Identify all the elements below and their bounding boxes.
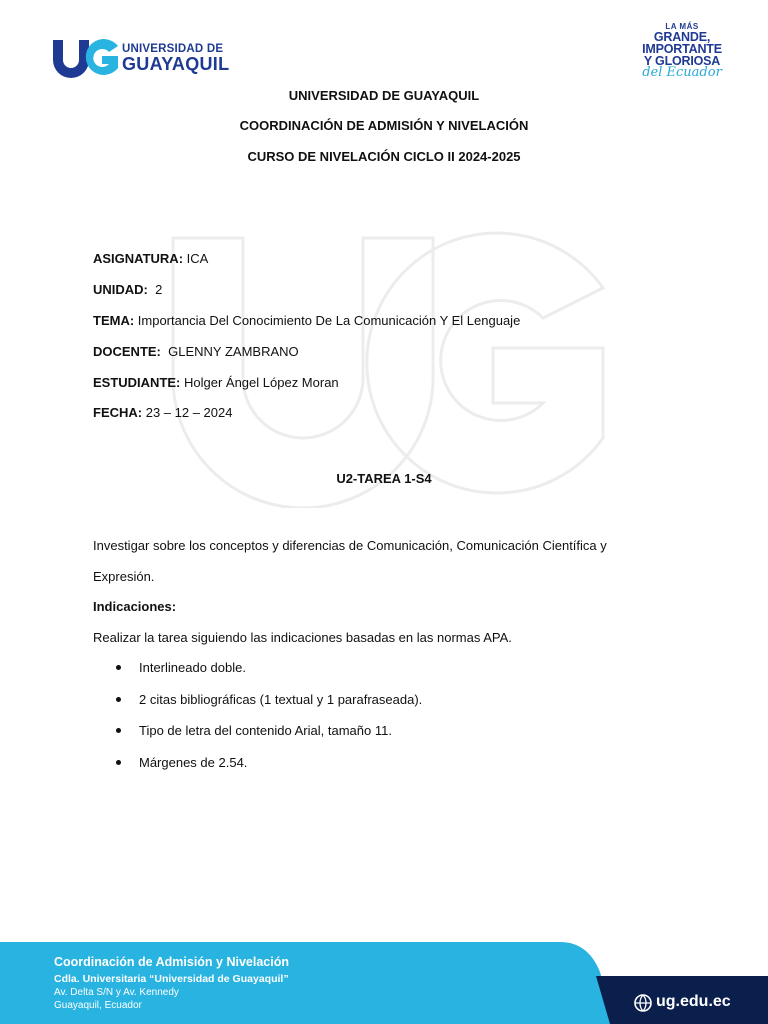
asignatura-value: ICA (183, 251, 209, 266)
info-asignatura (93, 251, 208, 266)
slogan-script: del Ecuador (642, 65, 722, 80)
list-item-text: Márgenes de 2.54. (139, 754, 248, 770)
list-item (93, 692, 653, 724)
ug-logo-icon (50, 36, 120, 80)
footer-website-link[interactable]: ug.edu.ec (656, 993, 731, 1010)
list-item-text: Interlineado doble. (139, 660, 246, 675)
requirements-list (93, 660, 653, 786)
slogan-small: LA MÁS (665, 22, 699, 31)
list-item (93, 660, 653, 692)
bullet-icon (116, 697, 121, 702)
footer-address: Av. Delta S/N y Av. Kennedy (54, 987, 179, 998)
list-item-text: Tipo de letra del contenido Arial, tamaño 11. (139, 723, 392, 738)
footer-banner (0, 942, 768, 1024)
docente-label: DOCENTE: (93, 344, 161, 359)
asignatura-label: ASIGNATURA: (93, 251, 184, 266)
logo-city-text: GUAYAQUIL (122, 54, 230, 74)
list-item (93, 723, 653, 755)
title-university: UNIVERSIDAD DE GUAYAQUIL (288, 88, 480, 103)
slogan-line1: GRANDE, (653, 30, 711, 44)
footer-campus: Cdla. Universitaria “Universidad de Guayaquil” (54, 973, 289, 985)
slogan-logo (632, 22, 732, 92)
info-unidad (93, 282, 162, 297)
task-title: U2-TAREA 1-S4 (336, 471, 432, 486)
footer-city: Guayaquil, Ecuador (54, 1000, 142, 1011)
info-estudiante (93, 375, 339, 390)
info-docente (93, 344, 299, 359)
logo-university-text: UNIVERSIDAD DE (122, 43, 224, 55)
estudiante-value: Holger Ángel López Moran (180, 375, 339, 390)
fecha-value: 23 – 12 – 2024 (142, 405, 233, 420)
globe-icon (634, 994, 652, 1012)
list-item (93, 755, 653, 787)
ug-watermark-icon (143, 218, 623, 508)
estudiante-label: ESTUDIANTE: (93, 375, 181, 390)
footer-coordination: Coordinación de Admisión y Nivelación (54, 955, 289, 969)
unidad-value: 2 (147, 282, 163, 297)
unidad-label: UNIDAD: (93, 282, 148, 297)
bullet-icon (116, 665, 121, 670)
paragraph-2: Realizar la tarea siguiendo las indicaciones basadas en las normas APA. (93, 630, 512, 645)
slogan-line2: IMPORTANTE (642, 42, 722, 56)
indicaciones-heading: Indicaciones: (93, 599, 177, 614)
bullet-icon (116, 760, 121, 765)
fecha-label: FECHA: (93, 405, 143, 420)
info-tema (93, 313, 520, 328)
bullet-icon (116, 728, 121, 733)
tema-value: Importancia Del Conocimiento De La Comunicación Y El Lenguaje (134, 313, 521, 328)
university-logo (50, 36, 240, 80)
info-fecha (93, 405, 232, 420)
tema-label: TEMA: (93, 313, 135, 328)
docente-value: GLENNY ZAMBRANO (160, 344, 299, 359)
paragraph-1-line-2: Expresión. (93, 569, 155, 584)
title-course: CURSO DE NIVELACIÓN CICLO II 2024-2025 (247, 149, 521, 164)
title-coordination: COORDINACIÓN DE ADMISIÓN Y NIVELACIÓN (239, 118, 529, 133)
slogan-line3: Y GLORIOSA (643, 54, 721, 68)
paragraph-1-line-1: Investigar sobre los conceptos y diferencias de Comunicación, Comunicación Científica y (93, 538, 607, 553)
list-item-text: 2 citas bibliográficas (1 textual y 1 parafraseada). (139, 691, 423, 707)
